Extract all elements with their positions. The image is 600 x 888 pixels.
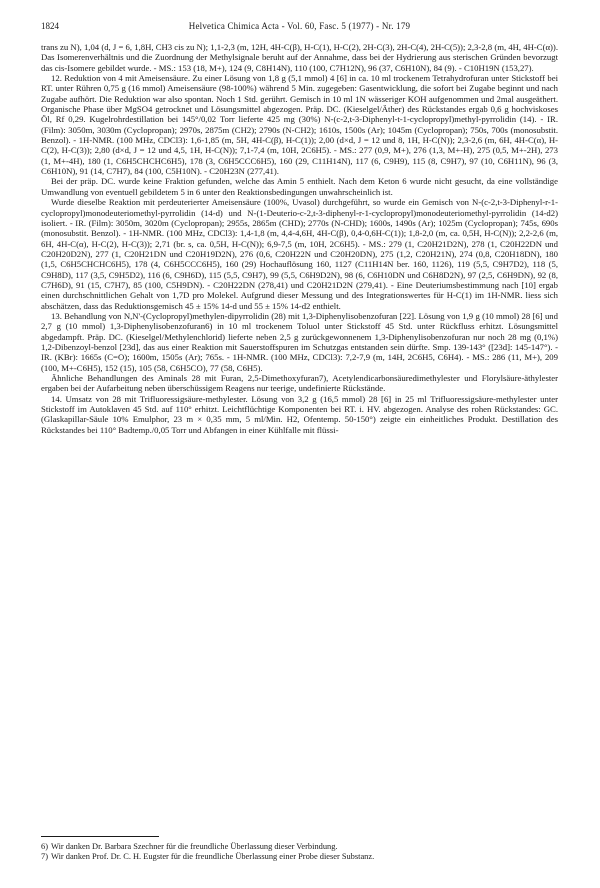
footnote-text: Wir danken Dr. Barbara Szechner für die freundliche Überlassung dieser Verbindung.: [51, 842, 338, 851]
paragraph-similar-treatments: Ähnliche Behandlungen des Aminals 28 mit Furan, 2,5-Dimethoxyfuran7), Acetylendicarbonsäuredimethylester und Florylsäure-äthylester ergaben bei der Aufarbeitung neben überschüssigem Reagens nur teerige, undefinierte Rückstände.: [41, 373, 558, 394]
paragraph-section-14: 14. Umsatz von 28 mit Trifluoressigsäure-methylester. Lösung von 3,2 g (16,5 mmol) 28 [6] in 25 ml Trifluoressigsäure-methylester unter Stickstoff im Autoklaven 45 Std. auf 110° erhitzt. Leichtflüchtige Komponenten bei RT. i. HV. abgezogen. Analyse des rohen Rückstandes: GC. (Glaskapillar-Säule 10% Emulphor, 23 m × 0,35 mm, 5 ml/Min. H2, Ofentemp. 50-150°) zeigte ein einheitliches Produkt. Destillation des Rückstandes bei 110° Badtemp./0,05 Torr und Abfangen in einer Kühlfalle mit flüssi-: [41, 393, 558, 435]
page-header: [41, 20, 558, 32]
running-head: Helvetica Chimica Acta - Vol. 60, Fasc. 5 (1977) - Nr. 179: [188, 21, 411, 31]
footnote-mark: 6): [41, 842, 48, 851]
article-body: [41, 42, 558, 435]
paragraph-section-13: 13. Behandlung von N,N'-(Cyclopropyl)methylen-dipyrrolidin (28) mit 1,3-Diphenylisobenzofuran [22]. Lösung von 1,9 g (10 mmol) 28 [6] und 2,7 g (10 mmol) 1,3-Diphenylisobenzofuran6) in 10 ml trockenem Toluol unter Stickstoff 45 Std. unter Rückfluss erhitzt. Lösungsmittel abgedampft. Präp. DC. (Kieselgel/Methylenchlorid) lieferte neben 2,5 g zurückgewonnenem 1,3-Diphenylisobenzofuran nur noch 28 mg (0,1%) 1,2-Dibenzoyl-benzol [23d], das aus einer Reaktion mit Sauerstoffspuren im Schutzgas entstanden sein dürfte. Smp. 139-143° ([23d]: 145-147°). - IR. (KBr): 1665s (C=O); 1600m, 1505s (Ar); 765s. - 1H-NMR. (100 MHz, CDCl3): 7,2-7,9 (m, 14H, 2C6H5, C6H4). - MS.: 286 (11, M+), 209 (100, M+-C6H5), 152 (15), 105 (58, C6H5CO), 77 (58, C6H5).: [41, 310, 558, 373]
paragraph-section-12: 12. Reduktion von 4 mit Ameisensäure. Zu einer Lösung von 1,8 g (5,1 mmol) 4 [6] in ca. 10 ml trockenem Tetrahydrofuran unter Stickstoff bei RT. unter Rühren 0,75 g (16 mmol) Ameisensäure (98-100%) während 5 Min. zugegeben: Gasentwicklung, die sofort bei Zugabe beginnt und nach Zugabe aufhört. Die Reduktion war also spontan. Noch 1 Std. gerührt. Gemisch in 10 ml 1N wässeriger KOH aufgenommen und 2mal ausgeäthert. Organische Phase über MgSO4 getrocknet und Lösungsmittel abgezogen. Präp. DC. (Kieselgel/Äther) des Rückstandes ergab 0,6 g hochviskoses Öl, Rf 0,29. Kugelrohrdestillation bei 145°/0,02 Torr lieferte 425 mg (30%) N-(c-2,t-3-Diphenyl-t-1-cyclopropyl)methyl-pyrrolidin (14). - IR. (Film): 3050m, 3030m (Cyclopropan); 2970s, 2875m (CH2); 2790s (N-CH2); 1610s, 1500s (Ar); 1045m (Cyclopropan); 750s, 700s (monosubstit. Benzol). - 1H-NMR. (100 MHz, CDCl3): 1,6-1,85 (m, 5H, 4H-C(β), H-C(1)); 2,00 (d×d, J = 12 und 8, 1H, H-C(N)); 2,3-2,6 (m, 6H, 4H-C(α), H-C(2), H-C(3)); 2,80 (d×d, J = 12 und 4,5, 1H, H-C(N)); 7,1-7,4 (m, 10H, 2C6H5). - MS.: 277 (0,9, M+), 276 (1,3, M+-H), 275 (0,5, M+-2H), 273 (1, M+-4H), 180 (1, C6H5CHCHC6H5), 178 (3, C6H5CCC6H5), 160 (29, C11H14N), 117 (6, C9H9), 115 (8, C9H7), 97 (10, C6H11N), 96 (3, C6H10N), 91 (14, C7H7), 84 (100, C5H10N). - C20H23N (277,41).: [41, 73, 558, 177]
footnote-6: [41, 842, 558, 852]
footnote-mark: 7): [41, 852, 48, 862]
paragraph-deuterium-experiment: Wurde dieselbe Reaktion mit perdeuterierter Ameisensäure (100%, Uvasol) durchgeführt, so wurde ein Gemisch von N-(c-2,t-3-Diphenyl-r-1-cyclopropyl)monodeuteriomethyl-pyrrolidin (14-d) und N-(1-Deuterio-c-2,t-3-diphenyl-r-1-cyclopropyl)monodeuteriomethyl-pyrrolidin (14-d2) isoliert. - IR. (Film): 3050m, 3020m (Cyclopropan); 2955s, 2865m (CHD); 2770s (N-CHD); 1600s, 1490s (Ar); 1025m (Cyclopropan); 745s, 690s (monosubstit. Benzol). - 1H-NMR. (100 MHz, CDCl3): 1,4-1,8 (m, 4,4-4,6H, 4H-C(β), 0,4-0,6H-C(1)); 1,8-2,0 (m, ca. 0,5H, H-C(N)); 2,2-2,6 (m, 6H, 4H-C(α), H-C(2), H-C(3)); 2,71 (br. s, ca. 0,5H, H-C(N)); 6,9-7,5 (m, 10H, 2C6H5). - MS.: 279 (1, C20H21D2N), 278 (1, C20H22DN und C20H20D2N), 277 (1, C20H21DN und C20H19D2N), 276 (0,6, C20H22N und C20H20DN), 275 (1,2, C20H21N), 274 (0,8, C20H18DN), 180 (1,5, C6H5CHCHC6H5), 178 (4, C6H5CCC6H5), 160 (29) Hochauflösung 160, 1127 (C11H14N ber. 160, 1126), 119 (5,5, C9H7D2), 118 (5, C9H8D), 117 (3,5, C9H5D2), 116 (6, C9H6D), 115 (5,5, C9H7), 99 (5,5, C6H9D2N), 98 (6, C6H10DN und C6H8D2N), 97 (2,5, C6H9DN), 92 (8, C7H6D), 91 (15, C7H7), 85 (100, C5H9DN). - C20H22DN (278,41) und C20H21D2N (279,41). - Eine Deuteriumsbestimmung nach [10] ergab einen durchschnittlichen Gehalt von 1,7D pro Molekel. Aufgrund dieser Messung und des Integrationswertes für H-C(1) im 1H-NMR. liess sich abschätzen, dass das Reduktionsgemisch 45 ± 15% 14-d und 55 ± 15% 14-d2 enthielt.: [41, 197, 558, 311]
page-number: 1824: [41, 21, 59, 31]
footnotes: [41, 836, 558, 862]
footnote-rule: [41, 836, 159, 837]
footnote-7: [41, 852, 558, 862]
paragraph-continuation: trans zu N), 1,04 (d, J = 6, 1,8H, CH3 cis zu N); 1,1-2,3 (m, 12H, 4H-C(β), H-C(1), H-C(2), 2H-C(3), 2H-C(4), 2H-C(5)); 2,3-2,8 (m, 4H, 4H-C(α)). Das Isomerenverhältnis und die Zuordnung der Methylsignale beruht auf der Annahme, dass bei der Hydrierung aus sterischen Gründen bevorzugt das cis-Isomere gebildet wurde. - MS.: 153 (18, M+), 124 (9, C8H14N), 110 (100, C7H12N), 96 (37, C6H10N), 84 (9). - C10H19N (153,27).: [41, 42, 558, 73]
footnote-text: Wir danken Prof. Dr. C. H. Eugster für die freundliche Überlassung einer Probe dieser Substanz.: [51, 852, 375, 862]
paragraph-amine-note: Bei der präp. DC. wurde keine Fraktion gefunden, welche das Amin 5 enthielt. Nach dem Keton 6 wurde nicht gesucht, da eine vollständige Umwandlung von eventuell gebildetem 5 in 6 unter den Reaktionsbedingungen unwahrscheinlich ist.: [41, 176, 558, 197]
